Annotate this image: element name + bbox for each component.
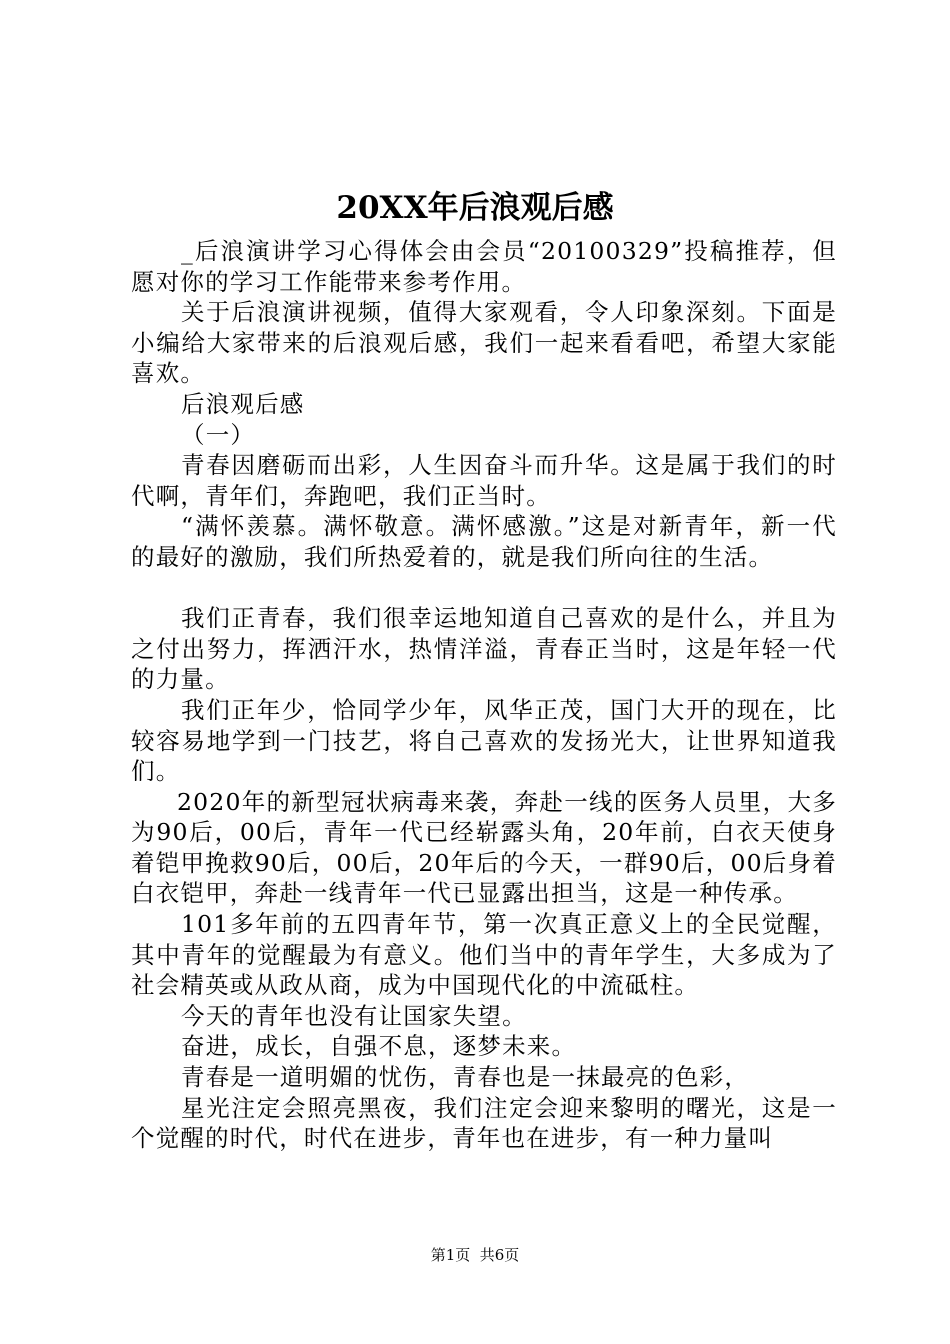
paragraph: 青春因磨砺而出彩，人生因奋斗而升华。这是属于我们的时代啊，青年们，奔跑吧，我们正当时。 [131,451,837,510]
paragraph: _后浪演讲学习心得体会由会员“20100329”投稿推荐，但愿对你的学习工作能带来参考作用。 [131,237,837,296]
paragraph: 青春是一道明媚的忧伤，青春也是一抹最亮的色彩， [181,1063,750,1092]
paragraph: 今天的青年也没有让国家失望。 [181,1001,527,1030]
section-heading: 后浪观后感 [181,389,305,418]
document-title: 20XX年后浪观后感 [336,190,614,226]
page-footer [0,1245,950,1265]
paragraph: 关于后浪演讲视频，值得大家观看，令人印象深刻。下面是小编给大家带来的后浪观后感，我们一起来看看吧，希望大家能喜欢。 [131,298,837,388]
document-body [131,236,837,1154]
paragraph: 奋进，成长，自强不息，逐梦未来。 [181,1032,577,1061]
blank-line [131,573,837,604]
paragraph: 101多年前的五四青年节，第一次真正意义上的全民觉醒，其中青年的觉醒最为有意义。他们当中的青年学生，大多成为了社会精英或从政从商，成为中国现代化的中流砥柱。 [131,910,837,1000]
paragraph: 我们正青春，我们很幸运地知道自己喜欢的是什么，并且为之付出努力，挥洒汗水，热情洋溢，青春正当时，这是年轻一代的力量。 [131,604,837,694]
paragraph: 我们正年少，恰同学少年，风华正茂，国门大开的现在，比较容易地学到一门技艺，将自己喜欢的发扬光大，让世界知道我们。 [131,695,837,786]
paragraph: 2020年的新型冠状病毒来袭，奔赴一线的医务人员里，大多为90后，00后，青年一代已经崭露头角，20年前，白衣天使身着铠甲挽救90后，00后，20年后的今天，一群90后，00后身着白衣铠甲，奔赴一线青年一代已显露出担当，这是一种传承。 [131,787,837,908]
paragraph: “满怀羡慕。满怀敬意。满怀感激。”这是对新青年，新一代的最好的激励，我们所热爱着的，就是我们所向往的生活。 [131,512,837,571]
paragraph: 星光注定会照亮黑夜，我们注定会迎来黎明的曙光，这是一个觉醒的时代，时代在进步，青年也在进步，有一种力量叫 [131,1093,837,1153]
page-number: 第1页 共6页 [430,1246,520,1264]
section-number: （一） [181,420,256,449]
